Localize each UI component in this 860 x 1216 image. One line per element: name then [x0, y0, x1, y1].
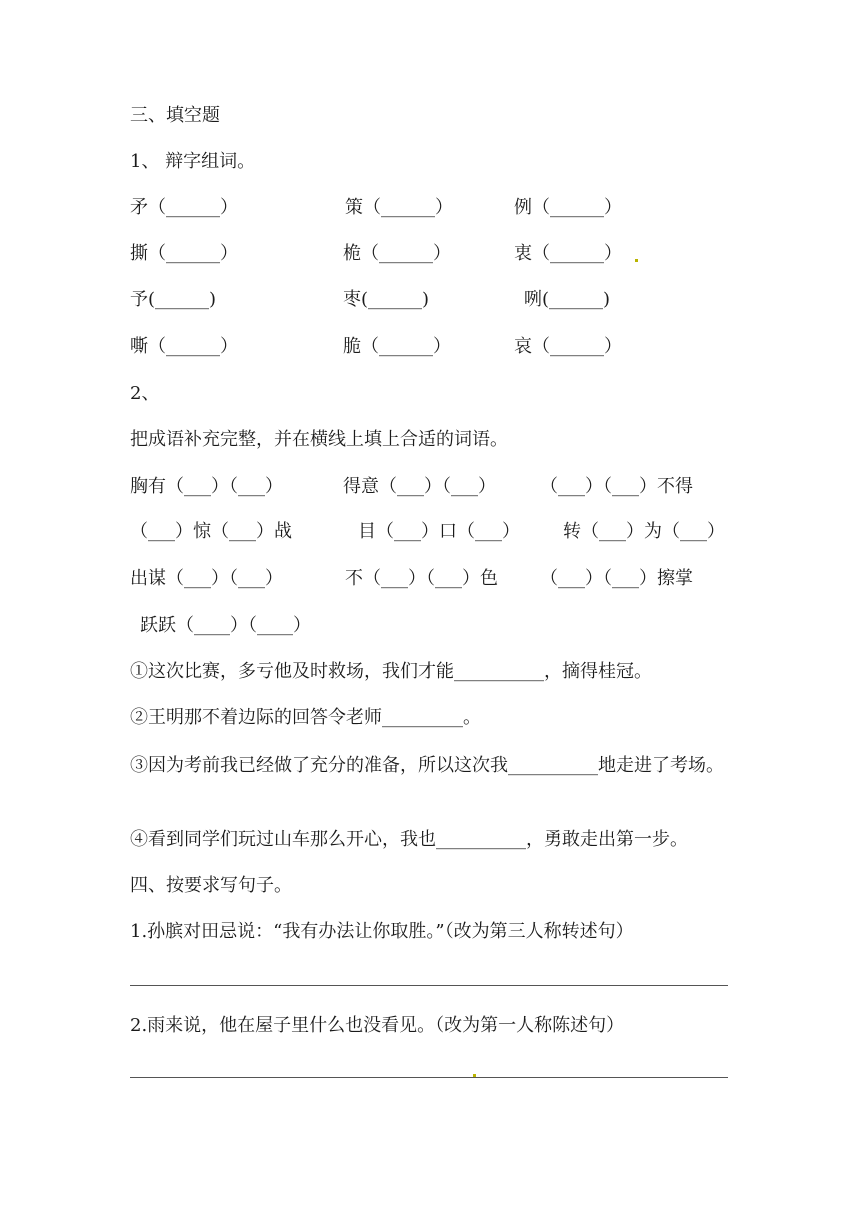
q2-title: 把成语补充完整，并在横线上填上合适的词语。 — [130, 429, 508, 450]
grid-cell: 矛（______） — [130, 197, 238, 218]
rewrite-item-2: 2.雨来说，他在屋子里什么也没看见。（改为第一人称陈述句） — [130, 1015, 625, 1036]
answer-line[interactable] — [130, 1077, 728, 1078]
grid-cell: 哀（______） — [514, 336, 622, 357]
mark-dot — [635, 259, 638, 262]
grid-cell: 嘶（______） — [130, 336, 238, 357]
grid-cell: 撕（______） — [130, 243, 238, 264]
section3-heading: 三、填空题 — [130, 105, 220, 126]
rewrite-item-1: 1.孙膑对田忌说：“我有办法让你取胜。”（改为第三人称转述句） — [130, 921, 634, 942]
grid-cell: 例（______） — [514, 197, 622, 218]
idiom-cell: （___）（___）不得 — [540, 476, 693, 497]
idiom-cell: 跃跃（____）（____） — [140, 615, 311, 636]
idiom-cell: 转（___）为（___） — [563, 521, 725, 542]
grid-cell: 枣(______) — [343, 289, 430, 310]
idiom-cell: 得意（___）（___） — [343, 476, 496, 497]
idiom-cell: 不（___）（___）色 — [345, 568, 498, 589]
fill-sentence-3: ③因为考前我已经做了充分的准备，所以这次我__________地走进了考场。 — [130, 755, 724, 776]
grid-cell: 策（______） — [345, 197, 453, 218]
fill-sentence-1: ①这次比赛，多亏他及时救场，我们才能__________，摘得桂冠。 — [130, 661, 652, 682]
grid-cell: 桅（______） — [343, 243, 451, 264]
q1-title: 1、 辩字组词。 — [130, 151, 256, 172]
idiom-cell: （___）（___）擦掌 — [540, 568, 693, 589]
answer-line[interactable] — [130, 985, 728, 986]
grid-cell: 予(______) — [130, 289, 217, 310]
section4-heading: 四、按要求写句子。 — [130, 875, 292, 896]
grid-cell: 脆（______） — [343, 336, 451, 357]
idiom-cell: 出谋（___）（___） — [130, 568, 283, 589]
idiom-cell: 目（___）口（___） — [358, 521, 520, 542]
q2-number: 2、 — [130, 383, 160, 404]
idiom-cell: （___）惊（___）战 — [130, 521, 292, 542]
grid-cell: 咧(______) — [524, 289, 611, 310]
fill-sentence-4: ④看到同学们玩过山车那么开心，我也__________，勇敢走出第一步。 — [130, 829, 688, 850]
grid-cell: 衷（______） — [514, 243, 622, 264]
fill-sentence-2: ②王明那不着边际的回答令老师_________。 — [130, 707, 481, 728]
idiom-cell: 胸有（___）（___） — [130, 476, 283, 497]
mark-dot — [473, 1074, 476, 1077]
